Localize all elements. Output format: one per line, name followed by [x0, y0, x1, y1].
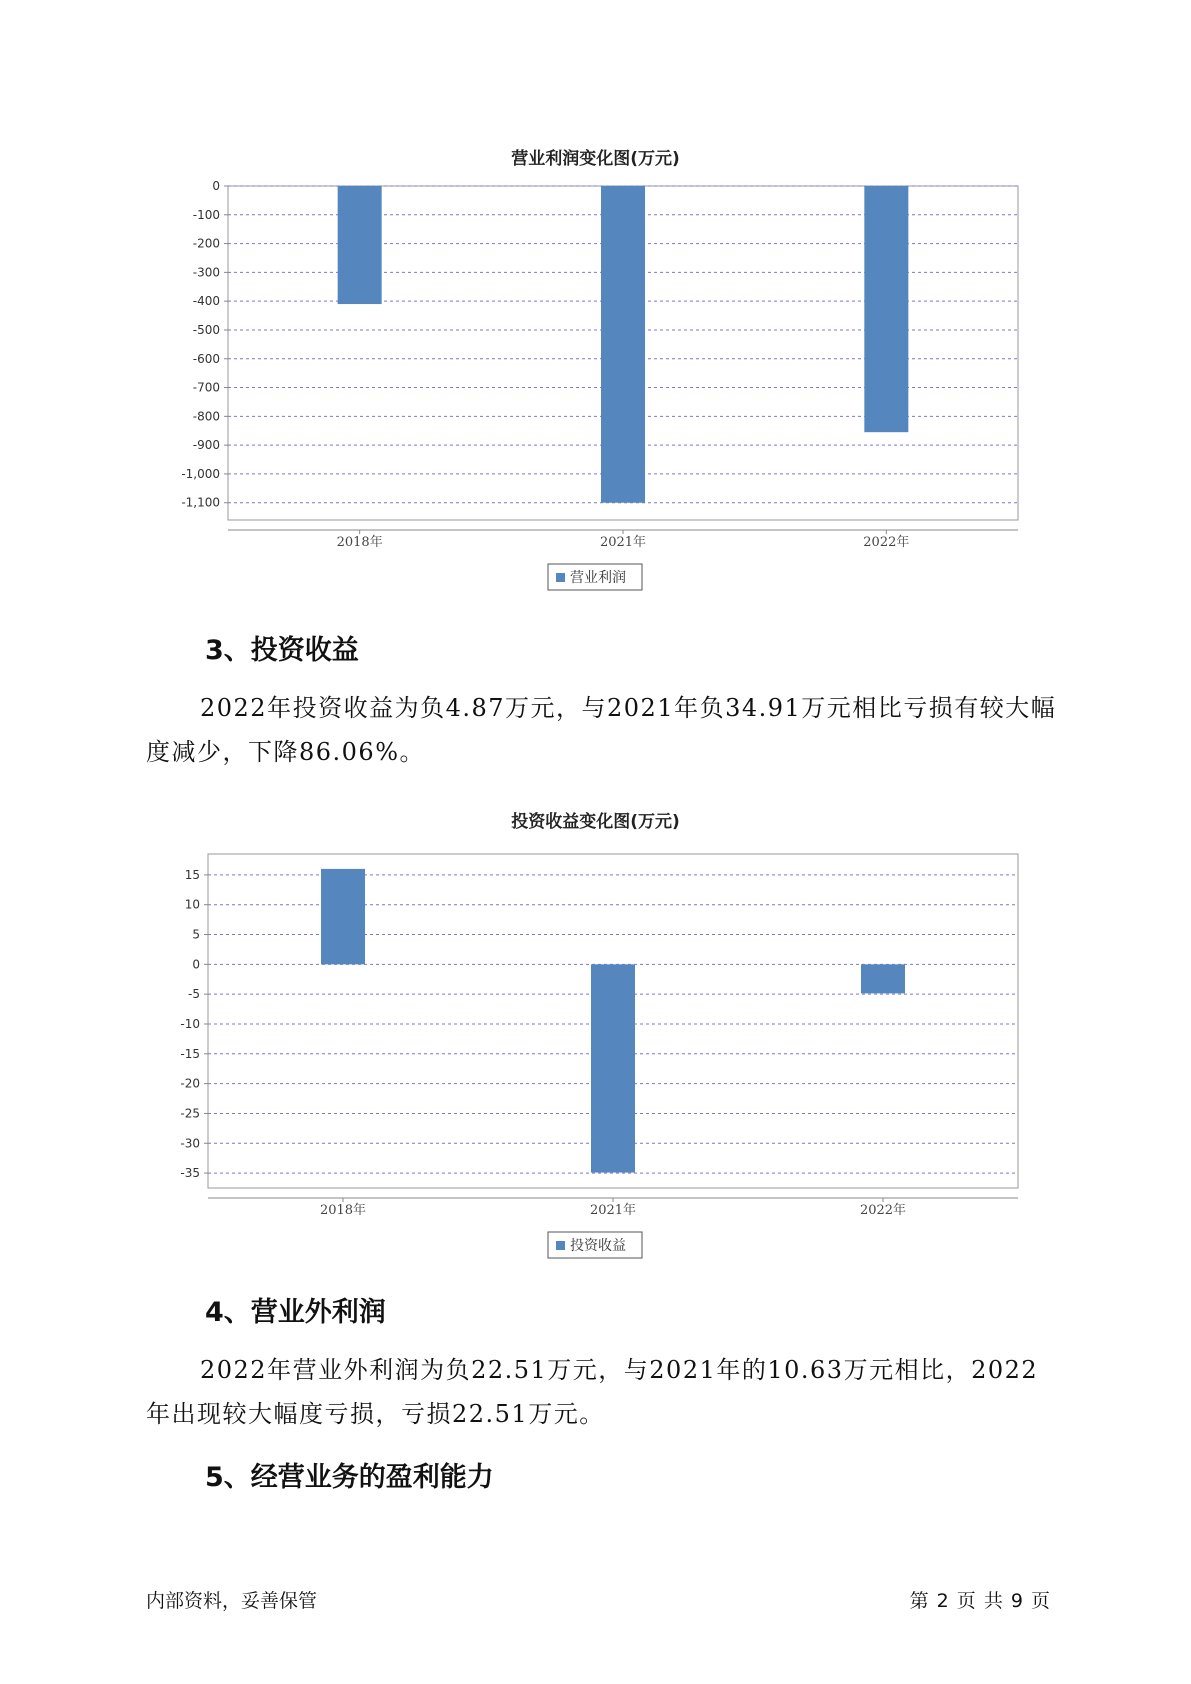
x-tick-label: 2022年 [859, 1203, 907, 1218]
y-tick-label: -1,000 [181, 466, 220, 481]
footer-page-number: 第 2 页 共 9 页 [909, 1590, 1051, 1612]
legend-swatch [556, 1241, 565, 1250]
y-tick-label: -100 [192, 207, 220, 222]
y-tick-label: -900 [192, 438, 220, 453]
section-3-paragraph: 2022年投资收益为负4.87万元，与2021年负34.91万元相比亏损有较大幅度减少，下降86.06%。 [146, 694, 1057, 766]
y-tick-label: -700 [192, 380, 220, 395]
x-tick-label: 2018年 [319, 1203, 367, 1218]
y-tick-label: -35 [180, 1166, 200, 1181]
x-tick-label: 2021年 [599, 535, 647, 550]
y-tick-label: -30 [180, 1136, 200, 1151]
x-tick-label: 2022年 [863, 535, 910, 550]
y-tick-label: -400 [192, 294, 220, 309]
legend-swatch [556, 573, 565, 582]
x-tick-label: 2018年 [336, 535, 383, 550]
y-tick-label: 0 [192, 957, 200, 972]
section-4-heading: 4、营业外利润 [205, 1297, 386, 1328]
y-tick-label: -800 [192, 409, 220, 424]
y-tick-label: -20 [180, 1076, 200, 1091]
chart-1-title: 营业利润变化图(万元) [511, 149, 680, 169]
y-tick-label: -300 [192, 265, 220, 280]
section-3-heading: 3、投资收益 [205, 635, 359, 666]
y-tick-label: 10 [184, 897, 200, 912]
legend-label: 投资收益 [570, 1238, 626, 1254]
y-tick-label: -600 [192, 351, 220, 366]
bar-2 [591, 964, 635, 1172]
footer-confidential-note: 内部资料，妥善保管 [146, 1590, 318, 1612]
bar-1 [321, 869, 365, 964]
investment-income-chart [0, 832, 1191, 1262]
legend-label: 营业利润 [570, 570, 626, 586]
bar-2 [601, 186, 645, 503]
y-tick-label: -200 [192, 236, 220, 251]
y-tick-label: 15 [184, 867, 200, 882]
y-tick-label: 0 [212, 179, 220, 193]
bar-3 [861, 964, 905, 993]
x-tick-label: 2021年 [589, 1203, 637, 1218]
bar-3 [864, 186, 908, 432]
section-4-paragraph: 2022年营业外利润为负22.51万元，与2021年的10.63万元相比，2022年出现较大幅度亏损，亏损22.51万元。 [146, 1356, 1039, 1428]
bar-1 [338, 186, 382, 304]
chart-2-title: 投资收益变化图(万元) [511, 812, 680, 832]
y-tick-label: -10 [180, 1016, 200, 1031]
y-tick-label: -15 [180, 1046, 200, 1061]
y-tick-label: -25 [180, 1106, 200, 1121]
y-tick-label: -5 [188, 987, 200, 1002]
y-tick-label: -1,100 [181, 495, 220, 510]
y-tick-label: -500 [192, 322, 220, 337]
section-5-heading: 5、经营业务的盈利能力 [205, 1462, 494, 1493]
operating-profit-chart [0, 168, 1191, 598]
y-tick-label: 5 [192, 927, 200, 942]
